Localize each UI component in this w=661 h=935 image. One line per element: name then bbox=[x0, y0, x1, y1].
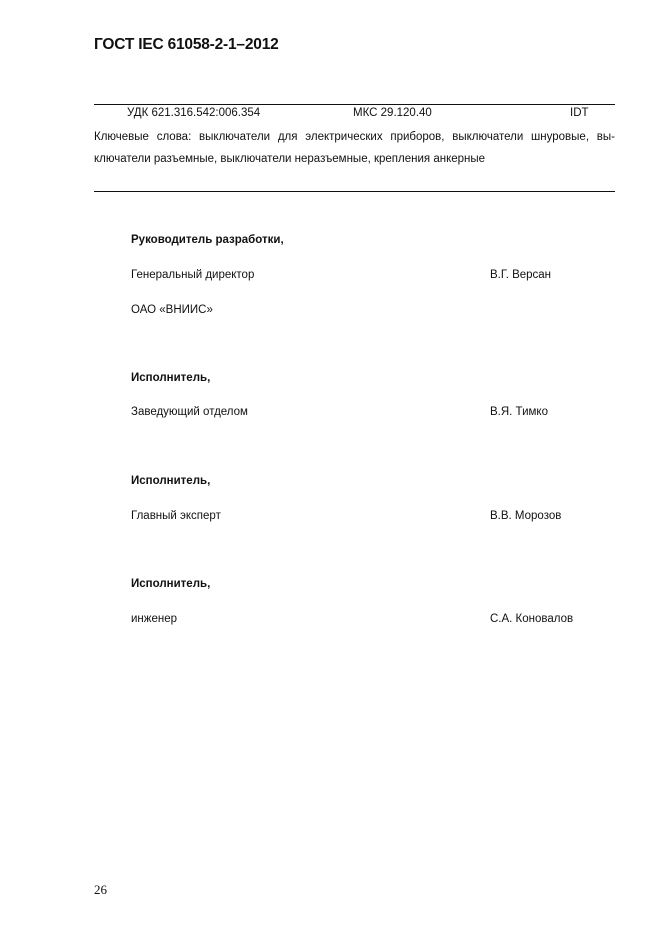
udk-code: УДК 621.316.542:006.354 bbox=[127, 107, 261, 119]
top-rule bbox=[94, 104, 615, 105]
credit-org-lead: ОАО «ВНИИС» bbox=[131, 304, 213, 316]
credit-heading-executor-3: Исполнитель, bbox=[131, 578, 211, 590]
keywords-line-1: Ключевые слова: выключатели для электрических приборов, выключатели шнуровые, вы- bbox=[94, 131, 615, 143]
credit-name-executor-2: В.В. Морозов bbox=[490, 510, 562, 522]
credit-heading-executor-2: Исполнитель, bbox=[131, 475, 211, 487]
bottom-rule bbox=[94, 191, 615, 192]
credit-heading-lead: Руководитель разработки, bbox=[131, 234, 284, 246]
idt-code: IDT bbox=[570, 107, 589, 119]
document-title: ГОСТ IEC 61058-2-1–2012 bbox=[94, 36, 279, 53]
credit-role-lead: Генеральный директор bbox=[131, 269, 255, 281]
credit-role-executor-1: Заведующий отделом bbox=[131, 406, 248, 418]
mks-code: МКС 29.120.40 bbox=[353, 107, 432, 119]
credit-name-executor-3: С.А. Коновалов bbox=[490, 613, 574, 625]
page-number: 26 bbox=[94, 882, 107, 897]
credit-role-executor-2: Главный эксперт bbox=[131, 510, 221, 522]
credit-name-executor-1: В.Я. Тимко bbox=[490, 406, 548, 418]
credit-role-executor-3: инженер bbox=[131, 613, 178, 625]
credit-heading-executor-1: Исполнитель, bbox=[131, 372, 211, 384]
keywords-line-2: ключатели разъемные, выключатели неразъемные, крепления анкерные bbox=[94, 153, 486, 165]
credit-name-lead: В.Г. Версан bbox=[490, 269, 552, 281]
keywords-block bbox=[94, 126, 615, 170]
